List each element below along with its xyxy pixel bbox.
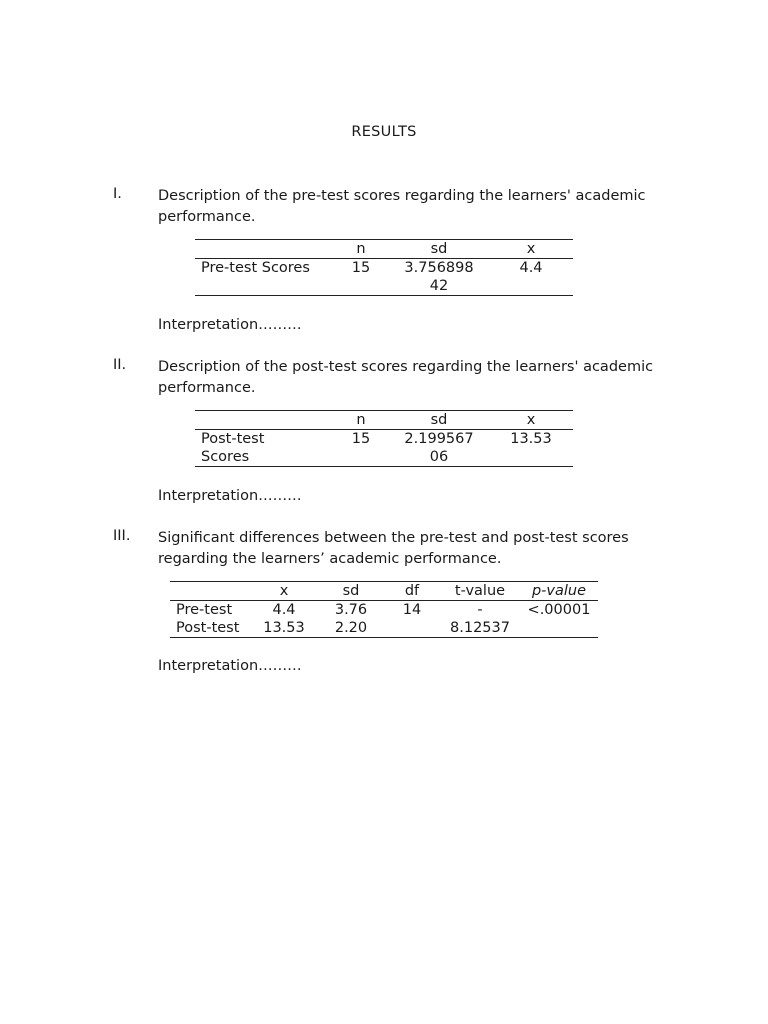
- table-header-row: [195, 411, 573, 430]
- cell-sd-line2: 06: [429, 449, 449, 465]
- section-heading: Description of the pre-test scores regarding the learners' academic performance.: [158, 188, 646, 225]
- section-heading: Description of the post-test scores regarding the learners' academic performance.: [158, 359, 654, 396]
- cell-x: 4.4: [489, 259, 573, 296]
- header-n: n: [333, 411, 389, 430]
- cell-t-value: 8.12537: [440, 619, 520, 638]
- interpretation-text: Interpretation………: [158, 488, 302, 504]
- table-header-row: [195, 240, 573, 259]
- header-x: x: [250, 582, 318, 601]
- cell-sd-line1: 3.756898: [404, 260, 474, 276]
- table-row: [195, 430, 573, 467]
- header-x: x: [489, 411, 573, 430]
- header-x: x: [489, 240, 573, 259]
- row-label: Pre-test Scores: [195, 259, 333, 296]
- interpretation-text: Interpretation………: [158, 317, 302, 333]
- cell-t-value: -: [477, 602, 483, 618]
- header-label: [195, 411, 333, 430]
- header-label: [195, 240, 333, 259]
- header-df: df: [384, 582, 440, 601]
- table-row: [170, 619, 598, 638]
- posttest-table: [195, 410, 573, 467]
- cell-n: 15: [333, 259, 389, 296]
- cell-sd-line2: 42: [429, 278, 449, 294]
- header-t-value: t-value: [440, 582, 520, 601]
- section-heading: Significant differences between the pre-test and post-test scores regarding the learners’ academic performance.: [158, 530, 629, 567]
- cell-sd: [389, 430, 489, 467]
- pretest-table: [195, 239, 573, 296]
- cell-p-value: [520, 619, 598, 638]
- row-label: [195, 430, 333, 467]
- header-label: [170, 582, 250, 601]
- section-numeral: III.: [113, 528, 131, 544]
- cell-df: 14: [402, 602, 422, 618]
- row-label: Pre-test: [176, 602, 233, 618]
- cell-n: 15: [333, 430, 389, 467]
- header-p-value: p-value: [520, 582, 598, 601]
- header-sd: sd: [318, 582, 384, 601]
- cell-sd: [389, 259, 489, 296]
- section-numeral: I.: [113, 186, 122, 202]
- cell-p-value: <.00001: [527, 602, 591, 618]
- row-label: Post-test: [170, 619, 250, 638]
- cell-df: [384, 619, 440, 638]
- cell-x: 13.53: [250, 619, 318, 638]
- page-title: RESULTS: [351, 124, 417, 140]
- cell-sd: 3.76: [334, 602, 368, 618]
- cell-sd: 2.20: [318, 619, 384, 638]
- interpretation-text: Interpretation………: [158, 658, 302, 674]
- row-label-line1: Post-test: [201, 431, 265, 447]
- section-numeral: II.: [113, 357, 127, 373]
- cell-x: 4.4: [272, 602, 296, 618]
- header-n: n: [333, 240, 389, 259]
- header-sd: sd: [389, 411, 489, 430]
- header-sd: sd: [389, 240, 489, 259]
- comparison-table: [170, 581, 598, 638]
- table-row: [170, 601, 598, 620]
- table-row: [195, 259, 573, 296]
- row-label-line2: Scores: [201, 449, 250, 465]
- table-header-row: [170, 582, 598, 601]
- cell-x: 13.53: [489, 430, 573, 467]
- cell-sd-line1: 2.199567: [404, 431, 474, 447]
